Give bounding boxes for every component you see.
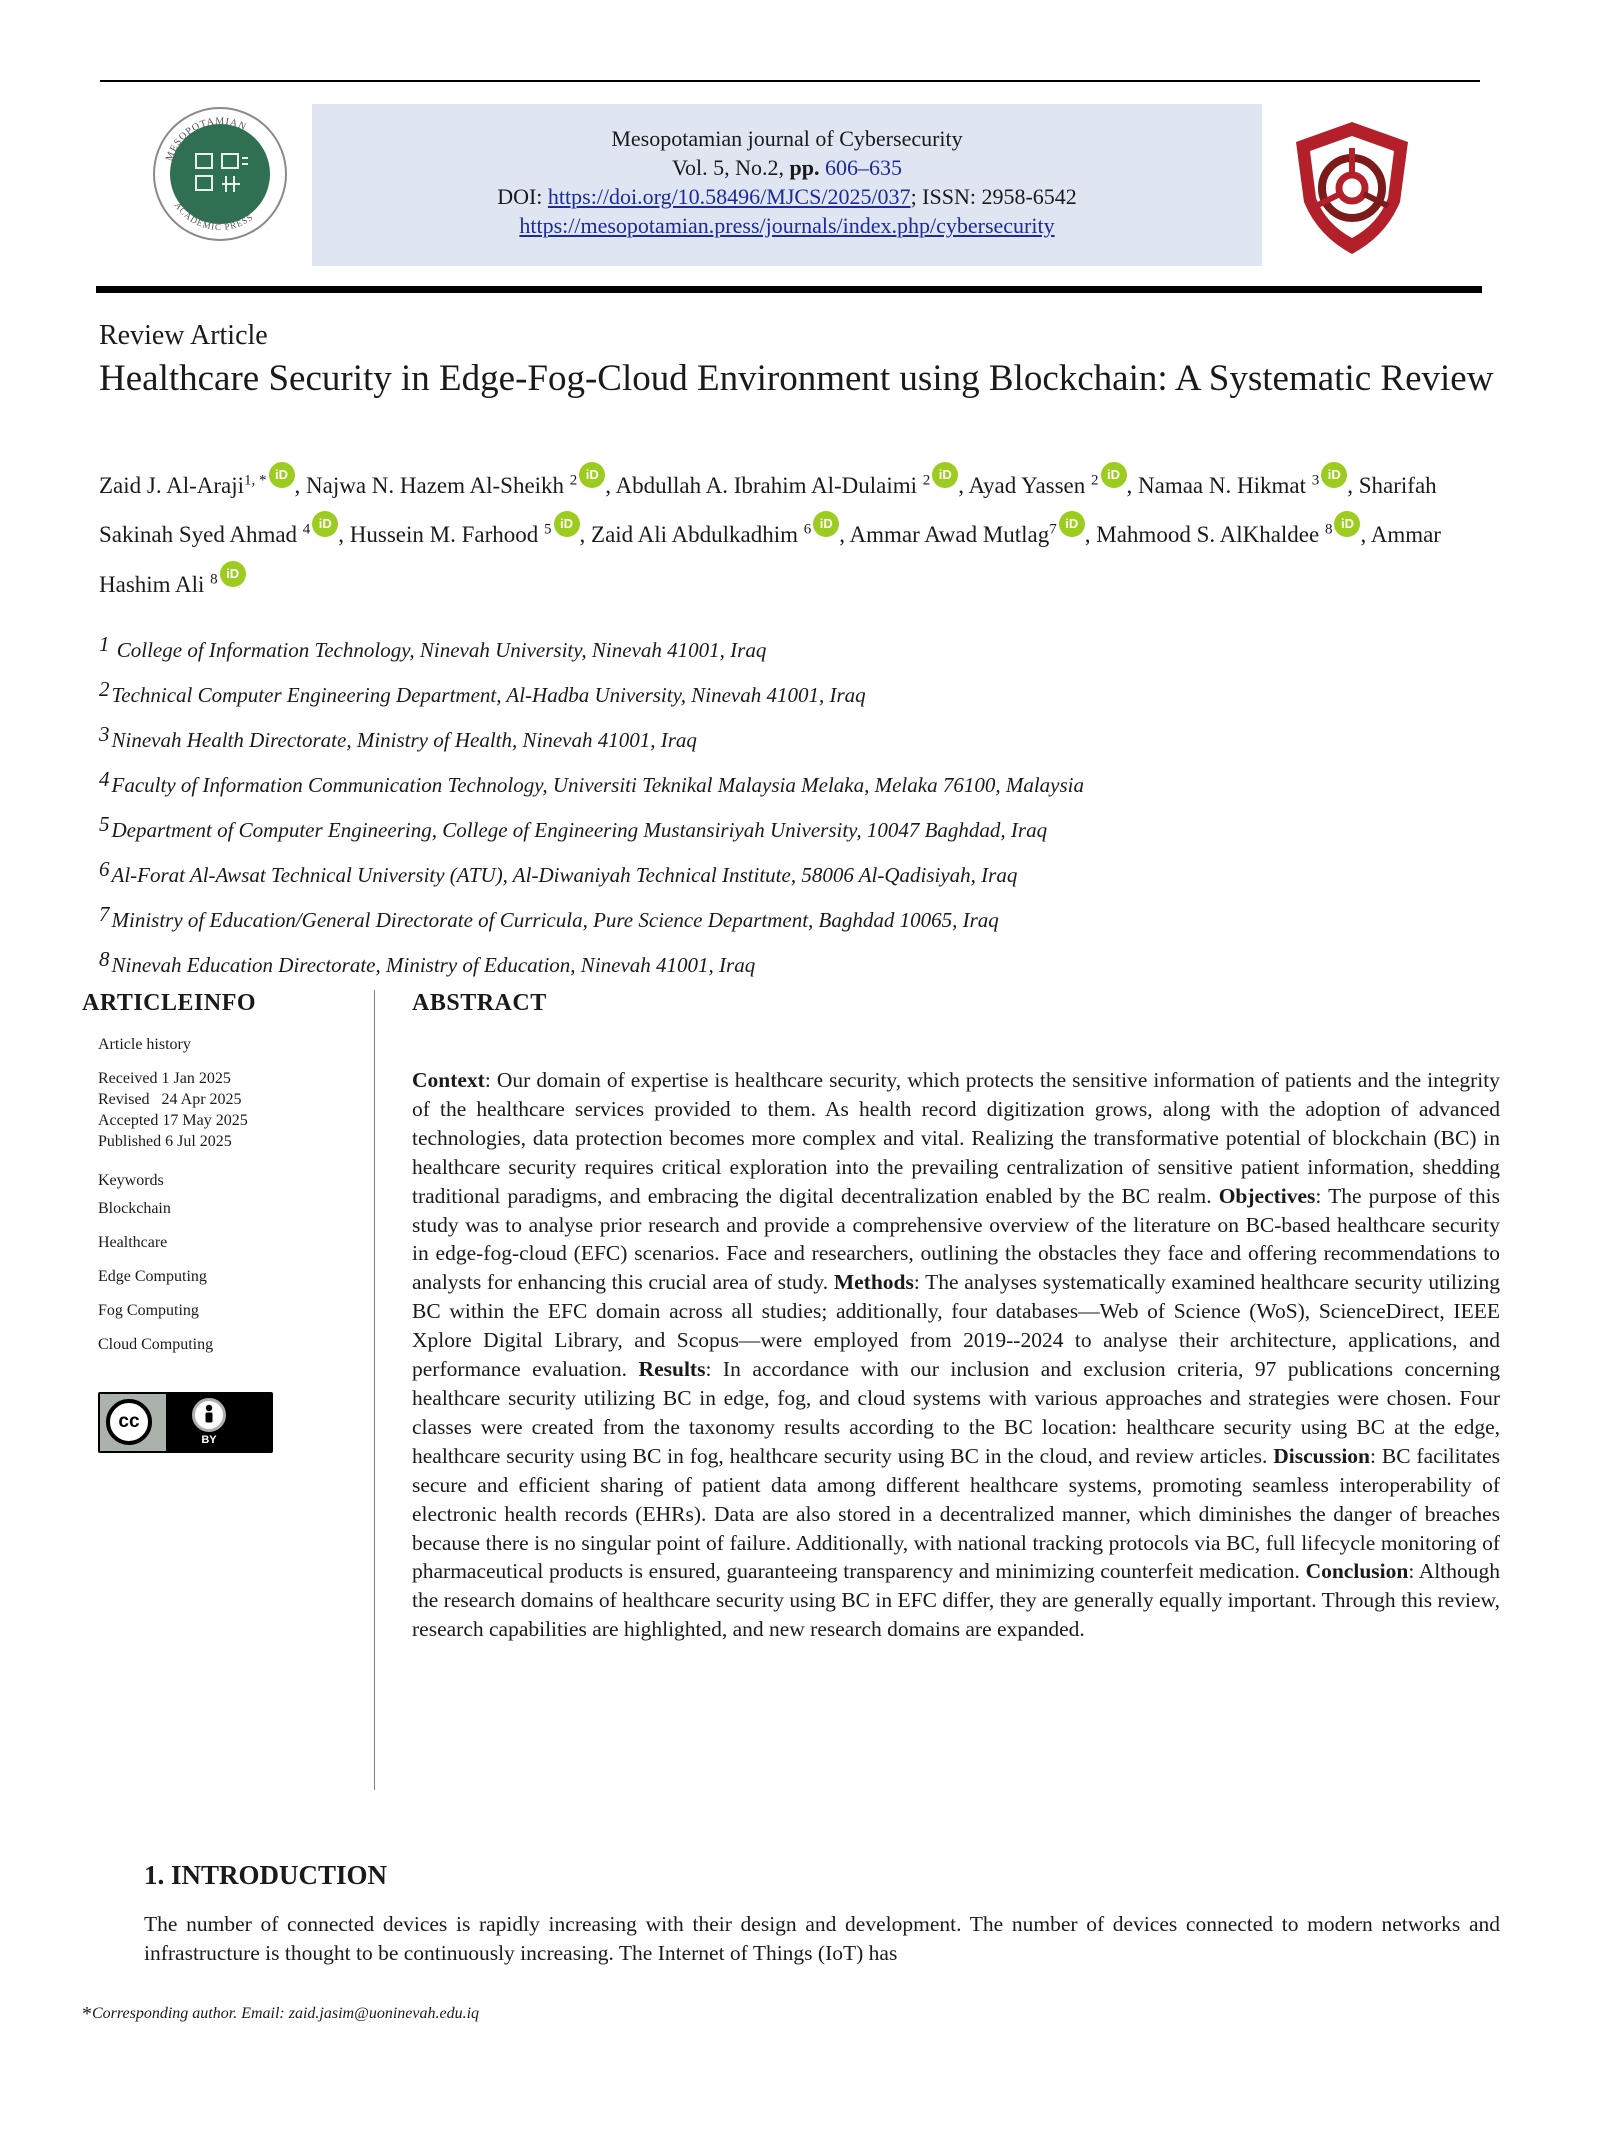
- doi-label: DOI:: [497, 184, 548, 209]
- keyword-item: Blockchain: [98, 1200, 171, 1217]
- author: [1138, 466, 1359, 498]
- author-name: Namaa N. Hikmat: [1138, 472, 1312, 498]
- author-separator: ,: [1360, 522, 1371, 548]
- affiliation-text: Technical Computer Engineering Department, Al-Hadba University, Ninevah 41001, Iraq: [111, 683, 866, 707]
- author-affiliation-number: 2: [1091, 472, 1099, 488]
- affiliation-item: [99, 712, 1499, 757]
- orcid-icon[interactable]: iD: [1334, 511, 1360, 537]
- author-name: Abdullah A. Ibrahim Al-Dulaimi: [615, 472, 923, 498]
- author-separator: ,: [1126, 472, 1139, 498]
- affiliation-number: 4: [99, 767, 110, 791]
- issn: ; ISSN: 2958-6542: [910, 184, 1077, 209]
- author: [968, 466, 1139, 498]
- author-separator: ,: [1084, 522, 1097, 548]
- article-history-label: Article history: [98, 1036, 191, 1053]
- orcid-icon[interactable]: iD: [220, 561, 246, 587]
- author: [591, 516, 850, 548]
- orcid-icon[interactable]: iD: [813, 511, 839, 537]
- objectives-text: : The purpose of this study was to analyse prior research and provide a comprehensive overview of the literature on BC-based healthcare security in edge-fog-cloud (EFC) scenarios. Face and researchers, outlining the obstacles they face and offering recommendations to analysts for enhancing this crucial area of study.: [412, 1183, 1500, 1295]
- author-affiliation-number: 3: [1311, 472, 1320, 488]
- footnote-star: *: [82, 2003, 92, 2025]
- article-info-panel: [98, 1034, 358, 1362]
- header-top-rule: [100, 80, 1480, 82]
- author-separator: ,: [294, 472, 306, 498]
- affiliation-text: Department of Computer Engineering, College of Engineering Mustansiriyah University, 10047 Baghdad, Iraq: [111, 818, 1048, 842]
- author-name: Mahmood S. AlKhaldee: [1096, 522, 1325, 548]
- history-published: Published 6 Jul 2025: [98, 1133, 232, 1150]
- orcid-icon[interactable]: iD: [579, 462, 605, 488]
- methods-label: Methods: [833, 1270, 914, 1295]
- author-separator: ,: [579, 522, 592, 548]
- affiliation-text: Ninevah Education Directorate, Ministry of Education, Ninevah 41001, Iraq: [111, 953, 756, 977]
- author-name: Zaid J. Al-Araji: [99, 472, 244, 498]
- affiliation-item: [99, 757, 1499, 802]
- author-separator: ,: [338, 522, 350, 548]
- affiliation-number: 5: [99, 812, 110, 836]
- author-name: Ayad Yassen: [968, 472, 1092, 498]
- orcid-icon[interactable]: iD: [312, 511, 338, 537]
- affiliation-number: 7: [99, 902, 110, 926]
- author: [99, 466, 306, 498]
- context-label: Context: [412, 1068, 485, 1092]
- journal-name: Mesopotamian journal of Cybersecurity: [611, 126, 963, 151]
- author-name: Sharifah Sakinah Syed Ahmad: [99, 472, 1437, 548]
- author-affiliation-number: 2: [569, 472, 578, 488]
- orcid-icon[interactable]: iD: [1321, 462, 1347, 488]
- context-text: : Our domain of expertise is healthcare security, which protects the sensitive information of patients and the integrity of the healthcare services provided to them. As health record digitization grows, along with the adoption of advanced technologies, data protection becomes more complex and vital. Realizing the transformative potential of blockchain (BC) in healthcare security requires critical exploration into the prevailing centralization of sensitive patient information, shedding traditional paradigms, and embracing the digital decentralization enabled by the BC realm.: [412, 1068, 1500, 1208]
- author: [615, 466, 969, 498]
- volume-line: [312, 153, 1262, 182]
- discussion-label: Discussion: [1273, 1443, 1371, 1468]
- affiliation-number: 2: [99, 677, 110, 701]
- by-attribution-icon: [166, 1394, 271, 1451]
- author-separator: ,: [1347, 472, 1359, 498]
- author-affiliation-number: 2: [922, 472, 931, 488]
- keyword-item: Edge Computing: [98, 1268, 207, 1285]
- author-name: Zaid Ali Abdulkadhim: [591, 522, 804, 548]
- affiliation-number: 1: [99, 632, 110, 656]
- person-icon: [192, 1398, 226, 1432]
- introduction-heading: 1. INTRODUCTION: [144, 1860, 388, 1890]
- author: [1096, 516, 1371, 548]
- footnote-text: Corresponding author. Email: zaid.jasim@uoninevah.edu.iq: [92, 2005, 480, 2022]
- cc-by-license-badge[interactable]: [98, 1392, 273, 1453]
- author-affiliation-number: 8: [1324, 521, 1333, 538]
- article-info-heading: ARTICLEINFO: [82, 990, 257, 1016]
- affiliation-text: College of Information Technology, Ninevah University, Ninevah 41001, Iraq: [111, 638, 767, 662]
- affiliation-text: Ninevah Health Directorate, Ministry of Health, Ninevah 41001, Iraq: [111, 728, 697, 752]
- author-affiliation-number: 8: [210, 571, 218, 588]
- keywords-label: Keywords: [98, 1172, 164, 1189]
- by-label: BY: [201, 1434, 217, 1446]
- affiliation-text: Faculty of Information Communication Technology, Universiti Teknikal Malaysia Melaka, Melaka 76100, Malaysia: [111, 773, 1084, 797]
- results-label: Results: [638, 1357, 706, 1382]
- methods-text: : The analyses systematically examined healthcare security utilizing BC within the EFC domain across all studies; additionally, four databases—Web of Science (WoS), ScienceDirect, IEEE Xplore Digital Library, and Scopus—were employed from 2019--2024 to analyse their architecture, applications, and performance evaluation.: [412, 1270, 1500, 1382]
- affiliation-item: [99, 847, 1499, 892]
- cybersecurity-shield-logo: [1290, 118, 1414, 258]
- column-divider: [374, 990, 375, 1790]
- seal-text-bottom: ACADEMIC PRESS: [172, 200, 256, 233]
- author-list: [99, 458, 1489, 607]
- author-name: Ammar Awad Mutlag: [849, 522, 1050, 548]
- keyword-item: Healthcare: [98, 1234, 168, 1251]
- author-name: Hussein M. Farhood: [349, 522, 545, 548]
- journal-info-box: [312, 104, 1262, 266]
- doi-line: [312, 182, 1262, 211]
- history-revised: Revised 24 Apr 2025: [98, 1091, 242, 1108]
- article-type: Review Article: [99, 320, 268, 351]
- affiliation-item: [99, 892, 1499, 937]
- conclusion-text: : Although the research domains of healthcare security using BC in EFC differ, they are generally equally important. Through this review, research capabilities are highlighted, and new research domains are expanded.: [412, 1559, 1500, 1642]
- author-separator: ,: [839, 522, 850, 548]
- affiliation-text: Al-Forat Al-Awsat Technical University (ATU), Al-Diwaniyah Technical Institute, 58006 Al-Qadisiyah, Iraq: [111, 863, 1018, 887]
- keyword-item: Cloud Computing: [98, 1336, 214, 1353]
- orcid-icon[interactable]: iD: [1059, 511, 1085, 537]
- history-received: Received 1 Jan 2025: [98, 1070, 231, 1087]
- author-affiliation-number: 7: [1049, 521, 1057, 538]
- journal-url-link[interactable]: https://mesopotamian.press/journals/index.php/cybersecurity: [519, 213, 1055, 238]
- author-separator: ,: [605, 472, 616, 498]
- author-affiliation-number: 4: [302, 521, 311, 538]
- author-name: Ammar Hashim Ali: [99, 522, 1441, 597]
- orcid-icon[interactable]: iD: [269, 462, 295, 488]
- results-text: : In accordance with our inclusion and exclusion criteria, 97 publications concerning healthcare security utilizing BC in edge, fog, and cloud systems with various approaches and strategies were chosen. Four classes were created from the taxonomy results according to the BC location: healthcare security using BC at the edge, healthcare security using BC in fog, healthcare security using BC in the cloud, and review articles.: [412, 1357, 1500, 1468]
- author-separator: ,: [958, 472, 969, 498]
- affiliation-item: [99, 622, 1499, 667]
- volume-issue: Vol. 5, No.2,: [671, 155, 790, 180]
- doi-link[interactable]: https://doi.org/10.58496/MJCS/2025/037: [547, 184, 911, 209]
- cc-icon: cc: [106, 1399, 152, 1445]
- corresponding-author-footnote: [82, 2003, 479, 2026]
- author-name: Najwa N. Hazem Al-Sheikh: [306, 472, 570, 498]
- author: [349, 516, 592, 548]
- author: [306, 466, 616, 498]
- orcid-icon[interactable]: iD: [932, 462, 958, 488]
- discussion-text: : BC facilitates secure and efficient sharing of patient data among different healthcare systems, promoting seamless interoperability of electronic health records (EHRs). Data are also stored in a decentralized manner, which diminishes the danger of breaches because there is no singular point of failure. Additionally, with national tracking protocols via BC, full lifecycle monitoring of pharmaceutical products is ensured, guaranteeing transparency and minimizing counterfeit medication.: [412, 1443, 1500, 1584]
- author-affiliation-number: 5: [544, 521, 552, 538]
- orcid-icon[interactable]: iD: [554, 511, 580, 537]
- introduction-text: The number of connected devices is rapidly increasing with their design and development. The number of devices connected to modern networks and infrastructure is thought to be continuously increasing. The Internet of Things (IoT) has: [144, 1912, 1500, 1965]
- abstract-heading: ABSTRACT: [412, 990, 547, 1016]
- keyword-item: Fog Computing: [98, 1302, 199, 1319]
- affiliation-number: 8: [99, 947, 110, 971]
- publisher-seal-logo: [152, 106, 288, 242]
- affiliation-item: [99, 937, 1499, 982]
- objectives-label: Objectives: [1218, 1183, 1316, 1208]
- orcid-icon[interactable]: iD: [1101, 462, 1127, 488]
- pages-label: pp.: [789, 155, 820, 180]
- affiliation-number: 3: [99, 722, 110, 746]
- affiliation-list: [99, 622, 1499, 982]
- affiliation-text: Ministry of Education/General Directorate of Curricula, Pure Science Department, Baghdad 10065, Iraq: [111, 908, 999, 932]
- author-affiliation-number: 1, *: [244, 472, 267, 488]
- paper-title: Healthcare Security in Edge-Fog-Cloud Environment using Blockchain: A Systematic Review: [99, 358, 1494, 399]
- conclusion-label: Conclusion: [1305, 1559, 1409, 1584]
- abstract-body: [412, 1066, 1500, 1644]
- header-bottom-rule: [96, 286, 1482, 293]
- author-affiliation-number: 6: [803, 521, 812, 538]
- affiliation-item: [99, 802, 1499, 847]
- seal-text-top: MESOPOTAMIAN: [163, 115, 249, 163]
- page-range: 606–635: [825, 155, 903, 180]
- author: [849, 516, 1097, 548]
- affiliation-number: 6: [99, 857, 110, 881]
- affiliation-item: [99, 667, 1499, 712]
- history-accepted: Accepted 17 May 2025: [98, 1112, 248, 1129]
